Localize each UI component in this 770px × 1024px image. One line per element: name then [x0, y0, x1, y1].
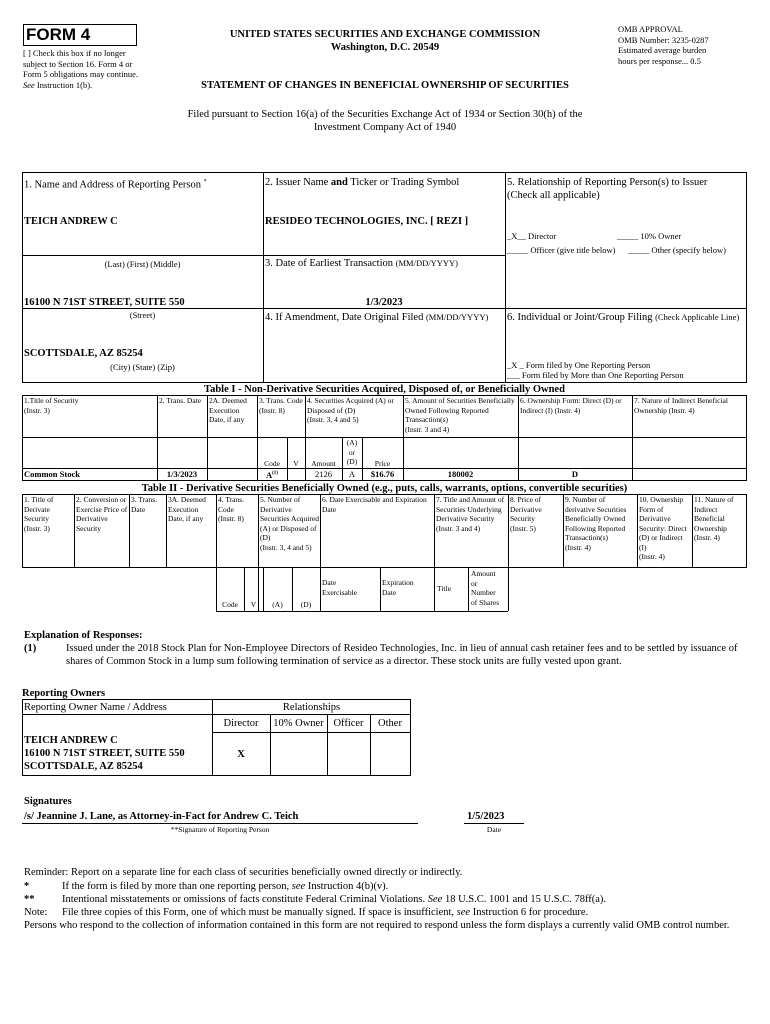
box1-label-mark: * — [203, 179, 207, 185]
box6-label-check: (Check Applicable Line) — [655, 312, 740, 322]
double-star-mark: ** — [24, 894, 35, 905]
t2-col-trans-date: 3. Trans. Date — [131, 495, 158, 514]
reporting-person-city: SCOTTSDALE, AZ 85254 — [24, 348, 143, 359]
footnote-ref[interactable]: (1) — [272, 471, 278, 476]
box1-label-text: 1. Name and Address of Reporting Person — [24, 179, 202, 191]
name-caption: (Last) (First) (Middle) — [104, 259, 181, 269]
omb-approval-title: OMB APPROVAL — [618, 24, 683, 34]
filed-pursuant-line-1: Filed pursuant to Section 16(a) of the Securities Exchange Act of 1934 or Section 30(h) of the — [187, 109, 583, 120]
t2-sub-d: (D) — [300, 600, 312, 609]
t1-row-code — [257, 469, 287, 480]
note-see: see — [456, 907, 471, 918]
note-text-pre: File three copies of this Form, one of which must be manually signed. If space is insufficient, — [62, 907, 457, 918]
filing-multi-person[interactable]: ___ Form filed by More than One Reporting Person — [507, 370, 684, 380]
note-text-post: Instruction 6 for procedure. — [470, 907, 589, 918]
box4-label-text: 4. If Amendment, Date Original Filed — [265, 312, 424, 323]
t2-col-deemed-date: 3A. Deemed Execution Date, if any — [168, 495, 206, 523]
t2-sub-code: Code — [222, 600, 238, 609]
star-text-pre: If the form is filed by more than one reporting person, — [62, 881, 292, 892]
box2-label-post: Ticker or Trading Symbol — [347, 177, 460, 188]
t1-row-aord: A — [348, 469, 356, 479]
star-text — [62, 880, 742, 893]
t1-col-trans-code: 3. Trans. Code (Instr. 8) — [259, 396, 303, 415]
star-see: see — [291, 881, 306, 892]
footnote-number: (1) — [24, 643, 37, 654]
box2-label-and: and — [330, 177, 348, 188]
signatures-heading: Signatures — [24, 796, 72, 807]
owners-col-relationships: Relationships — [282, 702, 341, 713]
check-box-note[interactable] — [23, 48, 151, 90]
box3-label-fmt: (MM/DD/YYYY) — [395, 258, 458, 268]
t2-sub-expiration: Expiration Date — [382, 578, 414, 597]
t1-sub-v: V — [293, 459, 299, 468]
t2-sub-v: V — [250, 600, 257, 609]
t2-col-nature: 11. Nature of Indirect Beneficial Ownership (Instr. 4) — [694, 495, 734, 542]
note-text — [62, 906, 742, 919]
table1-title: Table I - Non-Derivative Securities Acquired, Disposed of, or Beneficially Owned — [204, 384, 565, 395]
filing-one-person[interactable]: _X _ Form filed by One Reporting Person — [507, 360, 651, 370]
t1-sub-amount: Amount — [311, 459, 336, 468]
earliest-transaction-date: 1/3/2023 — [365, 297, 403, 308]
reporting-person-street: 16100 N 71ST STREET, SUITE 550 — [24, 297, 185, 308]
double-star-text — [62, 893, 742, 906]
owners-col-name: Reporting Owner Name / Address — [24, 702, 167, 713]
note-label: Note: — [24, 907, 48, 918]
relationship-other[interactable]: _____ Other (specify below) — [628, 245, 726, 255]
relationship-director[interactable]: _X__ Director — [507, 231, 557, 241]
owners-col-officer: Officer — [333, 718, 364, 729]
t1-col-amount-owned: 5. Amount of Securities Beneficially Owned Following Reported Transaction(s) (Instr. 3 and 4) — [405, 396, 515, 434]
street-caption: (Street) — [129, 310, 156, 320]
t2-col-conversion: 2. Conversion or Exercise Price of Derivative Security — [76, 495, 128, 533]
star-text-post: Instruction 4(b)(v). — [305, 881, 389, 892]
t1-row-date: 1/3/2023 — [166, 469, 198, 479]
signature-date: 1/5/2023 — [467, 811, 505, 822]
box6-label — [507, 311, 747, 324]
instruction-ref: Instruction 1(b). — [36, 79, 93, 90]
t2-col-price: 8. Price of Derivative Security (Instr. 5) — [510, 495, 542, 533]
owners-col-other: Other — [378, 718, 402, 729]
t1-col-nature: 7. Nature of Indirect Beneficial Ownership (Instr. 4) — [634, 396, 728, 415]
dstar-text-post: 18 U.S.C. 1001 and 15 U.S.C. 78ff(a). — [442, 894, 607, 905]
signature-name: /s/ Jeannine J. Lane, as Attorney-in-Fact for Andrew C. Teich — [24, 811, 299, 822]
box4-label-fmt: (MM/DD/YYYY) — [425, 312, 489, 322]
reporting-owners-heading: Reporting Owners — [22, 688, 106, 699]
t1-col-deemed-date: 2A. Deemed Execution Date, if any — [209, 396, 247, 424]
box1-label — [24, 176, 207, 192]
table2-title: Table II - Derivative Securities Beneficially Owned (e.g., puts, calls, warrants, options, convertible securities) — [141, 483, 628, 494]
t1-col-acquired: 4. Securities Acquired (A) or Disposed of (D) (Instr. 3, 4 and 5) — [307, 396, 394, 424]
issuer-name: RESIDEO TECHNOLOGIES, INC. [ REZI ] — [265, 216, 469, 227]
omb-burden: Estimated average burden — [618, 45, 707, 55]
t1-row-title: Common Stock — [24, 469, 80, 479]
t1-sub-price: Price — [374, 459, 391, 468]
owner-name-address: TEICH ANDREW C 16100 N 71ST STREET, SUITE 550 SCOTTSDALE, AZ 85254 — [24, 735, 185, 772]
form-title: FORM 4 — [26, 25, 91, 44]
t2-col-number-owned: 9. Number of derivative Securities Beneficially Owned Following Reported Transaction(s) (Instr. 4) — [565, 495, 627, 552]
see-ref: See — [23, 79, 35, 90]
t1-row-amount: 2126 — [315, 469, 332, 479]
star-mark: * — [24, 881, 30, 892]
explanation-heading: Explanation of Responses: — [24, 630, 143, 641]
t2-sub-title: Title — [437, 584, 451, 593]
box3-label — [265, 257, 458, 270]
omb-hours: hours per response... 0.5 — [618, 55, 701, 66]
t2-sub-amount: Amount or Number of Shares — [471, 569, 500, 607]
t1-row-price: $16.76 — [370, 469, 395, 479]
dstar-see: See — [427, 894, 443, 905]
owner-director-mark: X — [237, 749, 245, 760]
relationship-10pct-owner[interactable]: _____ 10% Owner — [617, 231, 682, 241]
statement-title: STATEMENT OF CHANGES IN BENEFICIAL OWNERSHIP OF SECURITIES — [201, 80, 569, 91]
footnote-text: Issued under the 2018 Stock Plan for Non-Employee Directors of Resideo Technologies, Inc. in lieu of annual cash retainer fees and to be settled by issuance of shares of Common Stock in a lump sum following termination of service as a director. These stock units are fully vested upon grant. — [66, 643, 738, 667]
t1-sub-aord: (A) or (D) — [346, 438, 358, 466]
agency-location: Washington, D.C. 20549 — [330, 42, 440, 53]
t1-row-owned: 180002 — [447, 469, 474, 479]
box3-label-text: 3. Date of Earliest Transaction — [265, 258, 394, 269]
t1-col-ownership-form: 6. Ownership Form: Direct (D) or Indirect (I) (Instr. 4) — [520, 396, 622, 415]
t1-col-title: 1.Title of Security (Instr. 3) — [24, 396, 79, 415]
reporting-person-name: TEICH ANDREW C — [24, 216, 118, 227]
reminder-text: Reminder: Report on a separate line for each class of securities beneficially owned directly or indirectly. — [24, 867, 463, 878]
t2-col-underlying: 7. Title and Amount of Securities Underlying Derivative Security (Instr. 3 and 4) — [436, 495, 505, 533]
dstar-text-pre: Intentional misstatements or omissions of facts constitute Federal Criminal Violations. — [62, 894, 428, 905]
box5-label-2: (Check all applicable) — [507, 190, 600, 201]
city-caption: (City) (State) (Zip) — [110, 362, 175, 372]
check-box-note-text: [ ] Check this box if no longer subject to Section 16. Form 4 or Form 5 obligations may continue. — [23, 48, 138, 79]
agency-name: UNITED STATES SECURITIES AND EXCHANGE COMMISSION — [229, 29, 541, 40]
t2-col-date-exercisable: 6. Date Exercisable and Expiration Date — [322, 495, 427, 514]
t2-col-trans-code: 4. Trans. Code (Instr. 8) — [218, 495, 245, 523]
signature-caption: **Signature of Reporting Person — [170, 825, 270, 834]
owners-col-director: Director — [223, 718, 259, 729]
t2-col-ownership-form: 10. Ownership Form of Derivative Security: Direct (D) or Indirect (I) (Instr. 4) — [639, 495, 687, 561]
signature-date-caption: Date — [486, 825, 502, 834]
t1-row-form: D — [571, 469, 579, 479]
t1-col-trans-date: 2. Trans. Date — [159, 396, 202, 405]
omb-approval — [618, 24, 758, 66]
t2-sub-a: (A) — [272, 600, 283, 609]
t1-row-code-value: A — [266, 469, 273, 480]
t1-sub-code: Code — [264, 459, 280, 468]
box5-label-1: 5. Relationship of Reporting Person(s) to Issuer — [507, 177, 708, 188]
box4-label — [265, 311, 488, 324]
form-title-box — [23, 24, 137, 46]
owners-col-10pct: 10% Owner — [273, 718, 324, 729]
omb-number: OMB Number: 3235-0287 — [618, 34, 709, 45]
box6-label-text: 6. Individual or Joint/Group Filing — [507, 312, 653, 323]
persons-notice: Persons who respond to the collection of information contained in this form are not required to respond unless the form displays a currently valid OMB control number. — [24, 920, 730, 931]
box2-label — [265, 176, 459, 189]
filed-pursuant-line-2: Investment Company Act of 1940 — [313, 122, 457, 133]
t2-col-title: 1. Title of Derivate Security (Instr. 3) — [24, 495, 54, 533]
box2-label-pre: 2. Issuer Name — [265, 177, 331, 188]
t2-sub-date-exercisable: Date Exercisable — [322, 578, 357, 597]
t2-col-number: 5. Number of Derivative Securities Acquired (A) or Disposed of (D) (Instr. 3, 4 and 5) — [260, 495, 319, 552]
relationship-officer[interactable]: _____ Officer (give title below) — [507, 245, 616, 255]
